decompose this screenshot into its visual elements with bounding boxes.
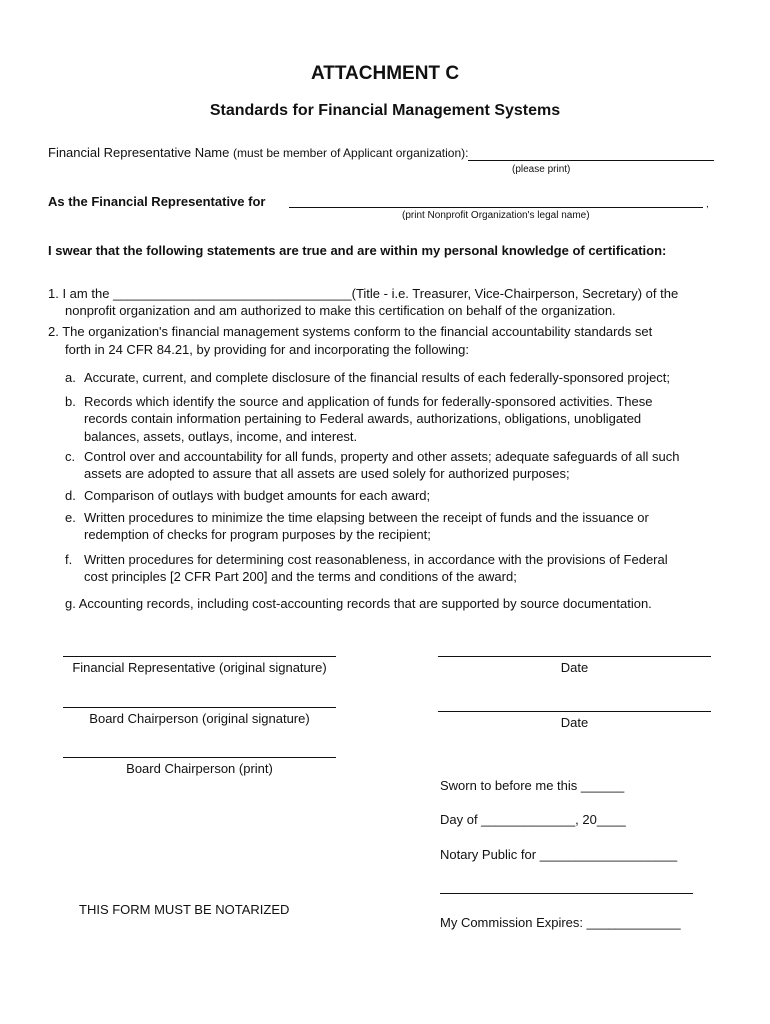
subitem-f-line: cost principles [2 CFR Part 200] and the terms and conditions of the award;: [84, 569, 517, 584]
subitem-a-marker: a.: [65, 370, 76, 385]
subitem-b-line: records contain information pertaining to Federal awards, authorizations, obligations, unobligated: [84, 411, 642, 426]
swear-statement: I swear that the following statements are true and are within my personal knowledge of certification:: [48, 243, 667, 258]
date-2-label: Date: [560, 715, 589, 730]
subitem-e-line: redemption of checks for program purposes by the recipient;: [84, 527, 431, 542]
rep-name-row: [48, 145, 468, 160]
subitem-f-marker: f.: [65, 552, 73, 567]
board-print-label: Board Chairperson (print): [126, 761, 273, 776]
date-1-label: Date: [560, 660, 589, 675]
subitem-c-line: Control over and accountability for all funds, property and other assets; adequate safeguards of all such: [84, 449, 680, 464]
notary-public: Notary Public for ___________________: [440, 847, 678, 862]
page-subtitle: Standards for Financial Management Systems: [209, 102, 561, 119]
notary-signature-line[interactable]: [440, 893, 693, 894]
rep-name-field[interactable]: [468, 160, 714, 161]
subitem-e-marker: e.: [65, 510, 76, 525]
subitem-g-line: g. Accounting records, including cost-accounting records that are supported by source documentation.: [65, 596, 652, 611]
rep-name-hint: (please print): [512, 164, 571, 175]
item-1-line-2: nonprofit organization and am authorized to make this certification on behalf of the organization.: [65, 303, 616, 318]
rep-name-label: Financial Representative Name: [48, 145, 230, 160]
must-notarize-notice: THIS FORM MUST BE NOTARIZED: [79, 902, 290, 917]
notary-expires: My Commission Expires: _____________: [440, 915, 681, 930]
fin-rep-signature-label: Financial Representative (original signature): [72, 660, 327, 675]
subitem-c-line: assets are adopted to assure that all assets are used solely for authorized purposes;: [84, 466, 570, 481]
date-2-line[interactable]: [438, 711, 711, 712]
item-1-line-1: 1. I am the _________________________________(Title - i.e. Treasurer, Vice-Chairperson, Secretary) of the: [48, 286, 679, 301]
item-2-line-2: forth in 24 CFR 84.21, by providing for and incorporating the following:: [65, 342, 469, 357]
fin-rep-signature-line[interactable]: [63, 656, 336, 657]
subitem-a-line: Accurate, current, and complete disclosure of the financial results of each federally-sponsored project;: [84, 370, 671, 385]
board-signature-line[interactable]: [63, 707, 336, 708]
subitem-e-line: Written procedures to minimize the time elapsing between the receipt of funds and the issuance or: [84, 510, 649, 525]
rep-for-comma: ,: [706, 199, 709, 210]
page-title: ATTACHMENT C: [310, 63, 460, 84]
date-1-line[interactable]: [438, 656, 711, 657]
rep-name-note: (must be member of Applicant organization):: [233, 146, 469, 160]
subitem-b-marker: b.: [65, 394, 76, 409]
rep-for-label: As the Financial Representative for: [48, 194, 266, 209]
notary-sworn: Sworn to before me this ______: [440, 778, 625, 793]
notary-day: Day of _____________, 20____: [440, 812, 626, 827]
subitem-f-line: Written procedures for determining cost reasonableness, in accordance with the provisions of Federal: [84, 552, 668, 567]
subitem-b-line: Records which identify the source and application of funds for federally-sponsored activities. These: [84, 394, 653, 409]
subitem-c-marker: c.: [65, 449, 76, 464]
subitem-d-line: Comparison of outlays with budget amounts for each award;: [84, 488, 431, 503]
org-name-field[interactable]: [289, 207, 703, 208]
board-signature-label: Board Chairperson (original signature): [89, 711, 310, 726]
subitem-b-line: balances, assets, outlays, income, and interest.: [84, 429, 358, 444]
org-name-hint: (print Nonprofit Organization's legal name): [402, 210, 590, 221]
subitem-d-marker: d.: [65, 488, 76, 503]
item-2-line-1: 2. The organization's financial management systems conform to the financial accountability standards set: [48, 324, 653, 339]
board-print-line[interactable]: [63, 757, 336, 758]
